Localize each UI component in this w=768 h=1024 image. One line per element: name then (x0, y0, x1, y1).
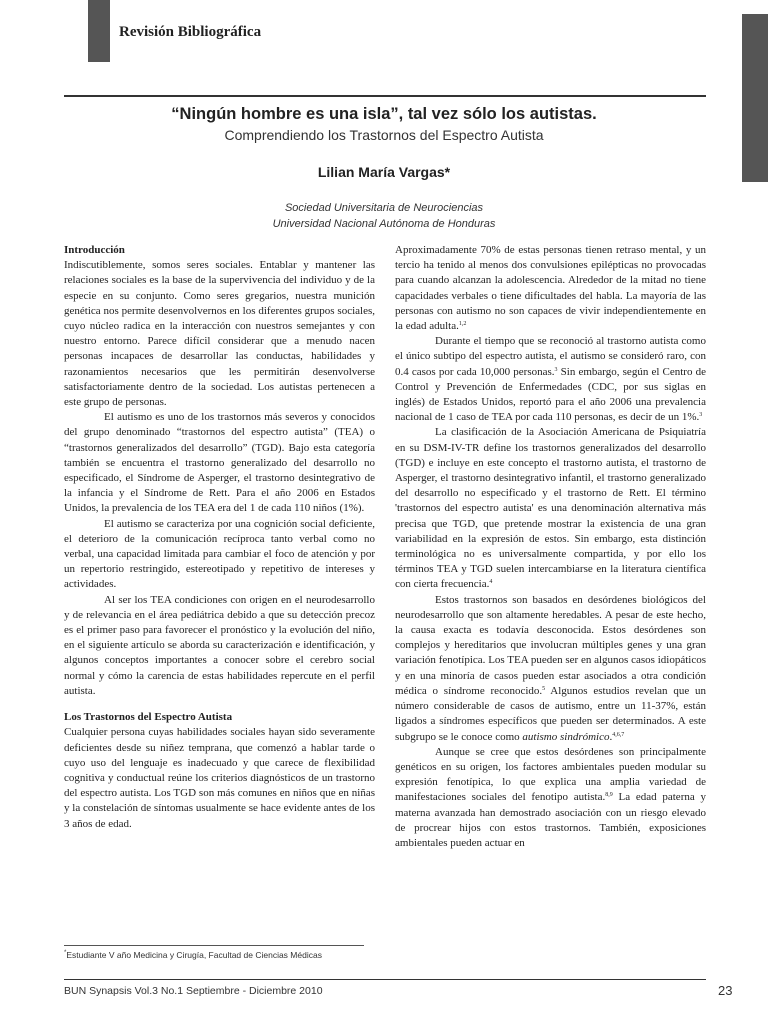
citation: 1,2 (458, 321, 467, 328)
article-title: “Ningún hombre es una isla”, tal vez sólo los autistas. (171, 105, 597, 123)
section-label: Revisión Bibliográfica (119, 24, 262, 40)
citation: 3 (699, 412, 703, 419)
right-column (395, 243, 706, 851)
intro-paragraph-2: El autismo es uno de los trastornos más severos y conocidos del grupo denominado “trastornos del espectro autista” (TEA) o “trastornos generalizados del desarrollo” (TGD). Bajo esta categoría también se encuentra el trastorno generalizado del desarrollo no especificado, el Síndrome de Asperger, el trastorno desintegrativo de la infancia y el Síndrome de Rett. Para el año 2006 en Estados Unidos, la prevalencia de los TEA era del 1 de cada 110 niños (1%). (64, 411, 375, 515)
intro-heading: Introducción (64, 244, 125, 256)
article-author: Lilian María Vargas* (317, 164, 451, 180)
affiliation-1: Sociedad Universitaria de Neurociencias (284, 202, 484, 214)
section-paragraph-1: Cualquier persona cuyas habilidades sociales hayan sido severamente deficientes desde su niñez temprana, que comenzó a hablar tarde o cuyo uso del lenguaje es inadecuado y que carece de flexibilidad cognitiva y conductual reúne los criterios diagnósticos de un trastorno del espectro autista. Los TGD son más comunes en niños que en niñas y la constelación de síntomas usualmente se hace evidente antes de los 3 años de edad. (64, 726, 375, 830)
right-paragraph-2: Durante el tiempo que se reconoció al trastorno autista como el único subtipo del espectro autista, el autismo se consideró raro, con 0.4 casos por cada 10,000 personas.$^3$ Sin embargo, según el Centro de Control y Prevención de Enfermedades (CDC, por sus siglas en inglés) de Estados Unidos, reportó para el año 2006 una prevalencia nacional de 1 caso de TEA por cada 110 personas, es decir de un 1%.$^3$ (395, 335, 706, 424)
footnote-divider (64, 945, 364, 946)
citation: 3 (554, 366, 558, 373)
citation: 5 (542, 685, 546, 692)
intro-paragraph-4: Al ser los TEA condiciones con origen en el neurodesarrollo y de relevancia en el área pediátrica debido a que su detección precoz es el primer paso para favorecer el pronóstico y la evolución del niño, en el siguiente artículo se aborda su caracterización e identificación, y algunos conceptos importantes a conocer sobre el cerebro social normal y cómo la carencia de estas habilidades repercute en el perfil autista. (64, 593, 375, 697)
footnote: *Estudiante V año Medicina y Cirugía, Facultad de Ciencias Médicas (64, 950, 322, 960)
page-number: 23 (718, 983, 733, 998)
right-paragraph-5: Aunque se cree que estos desórdenes son principalmente genéticos en su origen, los factores ambientales pueden modular su expresión fenotípica, lo que explica una amplia variedad de manifestaciones sociales del fenotipo autista.$^{8,9}$ La edad paterna y materna avanzada han demostrado asociación con un riesgo elevado de procrear hijos con estos trastornos. También, exposiciones ambientales pueden actuar en (395, 745, 706, 849)
page-edge-tab (742, 14, 768, 182)
section-heading: Los Trastornos del Espectro Autista (64, 711, 233, 724)
header-divider (64, 95, 706, 97)
journal-citation: BUN Synapsis Vol.3 No.1 Septiembre - Diciembre 2010 (64, 985, 323, 997)
citation: 8,9 (605, 792, 613, 799)
citation: 4,6,7 (612, 731, 625, 738)
left-column (64, 243, 375, 832)
citation: 4 (489, 579, 493, 586)
header-decoration-bar (88, 0, 110, 62)
footnote-marker: * (64, 950, 67, 956)
right-paragraph-4: Estos trastornos son basados en desórdenes biológicos del neurodesarrollo que son altamente heredables. A pesar de este hecho, la causa exacta es todavía desconocida. Estos desórdenes son complejos y hereditarios que involucran múltiples genes y una gran variación fenotípica. Los TEA pueden ser en algunos casos idiopáticos y en una minoría de casos pueden estar asociados a otra condición médica o síndrome reconocido.$^5$ Algunos estudios revelan que un número considerable de casos de autismo, entre un 11-37%, están ligados a síndromes específicos que pueden ser determinados. A este subgrupo se le conoce como autismo sindrómico.$^{4,6,7}$ (395, 593, 706, 743)
right-paragraph-1: Aproximadamente 70% de estas personas tienen retraso mental, y un tercio ha tenido al menos dos convulsiones epilépticas no provocadas para cuando alcanzan la adolescencia. Alrededor de la mitad no tiene capacidades verbales o tiene dificultades del habla. La mayoría de las personas con autismo no son capaces de vivir independientemente en la edad adulta.$^{1,2}$ (395, 244, 706, 333)
right-paragraph-3: La clasificación de la Asociación Americana de Psiquiatría en su DSM-IV-TR define los trastornos generalizados del desarrollo (TGD) e incluye en este concepto el trastorno autista, el trastorno de Asperger, el trastorno desintegrativo infantil, el trastorno generalizado del desarrollo no especificado y el trastorno de Rett. El término 'trastornos del espectro autista' es una denominación alternativa más precisa que TGD, que pretende mostrar la existencia de una gran variabilidad en la expresión de estos. Sin embargo, esta distinción terminológica no es universalmente compartida, y por ello los términos TEA y TGD suelen intercambiarse en la literatura científica con cierta frecuencia.$^4$ (395, 426, 706, 591)
intro-paragraph-1: Indiscutiblemente, somos seres sociales. Entablar y mantener las relaciones sociales es la base de la supervivencia del individuo y de la especie en su conjunto. Como seres gregarios, nuestra munición genética nos permite desenvolvernos en los diferentes grupos sociales, cuyo núcleo radica en la interacción con nuestros semejantes y con nuestro entorno. Parece difícil considerar que a menudo nacen personas incapaces de desarrollar las conductas, habilidades y razonamientos necesarios que les permitirán desenvolverse satisfactoriamente dentro de la sociedad. Los autistas pertenecen a este grupo de personas. (64, 259, 375, 409)
affiliation-2: Universidad Nacional Autónoma de Honduras (272, 218, 496, 230)
footer-divider (64, 979, 706, 980)
intro-paragraph-3: El autismo se caracteriza por una cognición social deficiente, el deterioro de la comunicación recíproca tanto verbal como no verbal, una capacidad limitada para cambiar el foco de atención y por un repertorio restringido, estereotipado y repetitivo de intereses y actividades. (64, 517, 375, 591)
article-subtitle: Comprendiendo los Trastornos del Espectro Autista (224, 127, 544, 143)
